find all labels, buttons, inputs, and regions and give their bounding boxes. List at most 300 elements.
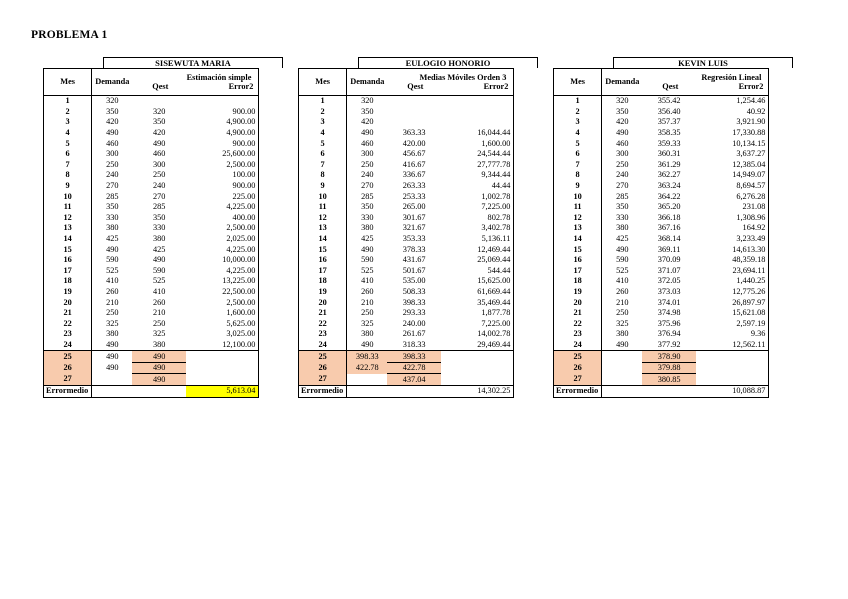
method-name: Estimación simple [186,72,252,82]
qest-error2-labels [645,82,765,92]
mes-cell: 15 [299,244,347,255]
header-row [554,69,769,96]
demanda-cell [602,351,643,363]
qest-cell: 456.67 [402,149,426,159]
qest-cell: 525 [152,276,166,286]
forecast-table [43,68,259,398]
qest-cell: 359.33 [657,138,681,148]
mes-cell: 6 [554,149,602,160]
error2-cell: 1,600.00 [186,308,259,319]
error2-cell: 61,669.44 [441,287,514,298]
table-row [554,117,769,128]
demanda-cell: 590 [361,255,374,265]
qest-cell: 490 [152,138,166,148]
table-row [44,244,259,255]
error2-cell: 14,002.78 [441,329,514,340]
table-row [554,297,769,308]
header-qest: Qest [662,82,679,91]
error-medio-row [554,386,769,398]
method-name: Medias Móviles Orden 3 [419,72,507,82]
qest-cell: 460 [152,149,166,159]
mes-cell: 7 [299,160,347,171]
error2-cell [441,351,514,363]
qest-cell: 285 [152,202,166,212]
demanda-cell: 590 [106,255,119,265]
forecast-row [554,351,769,363]
mes-cell: 8 [44,170,92,181]
error2-cell: 1,308.96 [696,213,769,224]
mes-cell: 4 [44,128,92,139]
error2-cell: 1,877.78 [441,308,514,319]
table-row [44,234,259,245]
table-row [554,128,769,139]
table-row [44,96,259,107]
header-error2: Error2 [483,82,509,91]
demanda-cell: 270 [361,181,374,191]
demanda-cell: 490 [106,363,119,373]
table-row [299,149,514,160]
table-row [299,329,514,340]
demanda-cell: 325 [106,318,119,328]
qest-cell: 380 [152,234,166,244]
mes-cell: 12 [299,213,347,224]
qest-cell: 364.22 [657,191,681,201]
table-row [299,297,514,308]
table-row [554,266,769,277]
demanda-cell: 490 [106,244,119,254]
demanda-cell: 300 [361,149,374,159]
demanda-cell: 425 [361,234,374,244]
error2-cell: 35,469.44 [441,297,514,308]
error2-cell: 4,225.00 [186,266,259,277]
error2-cell: 225.00 [186,191,259,202]
error2-cell: 7,225.00 [441,318,514,329]
demanda-cell: 490 [616,339,629,349]
qest-cell: 265.00 [402,202,426,212]
qest-cell: 369.11 [657,244,681,254]
demanda-cell: 350 [361,202,374,212]
table-row [299,340,514,351]
error2-cell: 15,621.08 [696,308,769,319]
qest-cell [387,96,441,107]
demanda-cell: 350 [106,106,119,116]
demanda-cell: 490 [361,128,374,138]
mes-cell: 20 [44,297,92,308]
qest-cell: 378.90 [642,351,696,363]
demanda-cell: 330 [106,212,119,222]
forecast-table [553,68,769,398]
table-row [299,96,514,107]
error2-cell [441,96,514,107]
mes-cell: 26 [554,362,602,374]
qest-cell: 501.67 [402,265,426,275]
table-row [554,170,769,181]
table-row [299,107,514,118]
block-name: EULOGIO HONORIO [358,57,538,68]
error2-cell: 12,385.04 [696,160,769,171]
mes-cell: 27 [554,374,602,386]
error2-cell: 5,136.11 [441,234,514,245]
mes-cell: 10 [44,191,92,202]
error2-cell: 17,330.88 [696,128,769,139]
method-name: Regresión Lineal [701,72,762,82]
table-row [299,213,514,224]
demanda-cell: 210 [106,297,119,307]
table-row [44,128,259,139]
demanda-cell: 260 [106,286,119,296]
mes-cell: 12 [44,213,92,224]
empty-cell [132,386,186,398]
mes-cell: 2 [554,107,602,118]
demanda-cell: 410 [616,276,629,286]
table-row [44,149,259,160]
table-row [554,181,769,192]
error2-cell: 27,777.78 [441,160,514,171]
error2-cell: 12,469.44 [441,244,514,255]
table-row [299,255,514,266]
error2-cell: 2,500.00 [186,160,259,171]
table-row [554,318,769,329]
qest-cell: 363.24 [657,181,681,191]
table-row [554,149,769,160]
demanda-cell: 380 [616,223,629,233]
forecast-row [299,374,514,386]
mes-cell: 11 [44,202,92,213]
mes-cell: 24 [44,340,92,351]
header-method [387,69,514,96]
demanda-cell: 420 [106,117,119,127]
error2-cell: 2,500.00 [186,297,259,308]
mes-cell: 3 [299,117,347,128]
demanda-cell [602,374,643,386]
qest-cell: 370.09 [657,255,681,265]
header-mes: Mes [554,69,602,96]
header-error2: Error2 [228,82,254,91]
block-name: SISEWUTA MARIA [103,57,283,68]
error2-cell: 14,949.07 [696,170,769,181]
error2-cell: 4,225.00 [186,244,259,255]
qest-cell: 437.04 [387,374,441,386]
demanda-cell: 320 [106,96,119,106]
table-row [554,276,769,287]
error2-cell: 13,225.00 [186,276,259,287]
qest-cell: 240 [152,181,166,191]
demanda-cell: 325 [616,318,629,328]
table-row [299,202,514,213]
qest-cell: 360.31 [657,149,681,159]
error2-cell: 26,897.97 [696,297,769,308]
demanda-cell: 525 [106,265,119,275]
mes-cell: 27 [299,374,347,386]
table-row [44,266,259,277]
demanda-cell: 410 [361,276,374,286]
demanda-cell: 525 [616,265,629,275]
qest-cell: 490 [132,351,186,363]
mes-cell: 1 [44,96,92,107]
table-row [299,318,514,329]
demanda-cell: 590 [616,255,629,265]
empty-cell [602,386,643,398]
qest-cell: 250 [152,318,166,328]
table-row [554,96,769,107]
mes-cell: 13 [554,223,602,234]
mes-cell: 16 [299,255,347,266]
mes-cell: 13 [299,223,347,234]
error2-cell: 544.44 [441,266,514,277]
mes-cell: 14 [554,234,602,245]
header-mes: Mes [299,69,347,96]
mes-cell: 7 [44,160,92,171]
demanda-cell: 320 [361,96,374,106]
mes-cell: 22 [299,318,347,329]
table-row [44,276,259,287]
error2-cell: 12,775.26 [696,287,769,298]
mes-cell: 11 [554,202,602,213]
empty-cell [642,386,696,398]
demanda-cell: 525 [361,265,374,275]
qest-cell: 350 [152,117,166,127]
mes-cell: 17 [554,266,602,277]
mes-cell: 21 [44,308,92,319]
error2-cell: 12,562.11 [696,340,769,351]
mes-cell: 16 [554,255,602,266]
qest-cell: 490 [152,255,166,265]
forecast-row [44,374,259,386]
table-row [44,202,259,213]
mes-cell: 22 [44,318,92,329]
demanda-cell: 285 [616,191,629,201]
forecast-row [299,351,514,363]
error2-cell: 24,544.44 [441,149,514,160]
error2-cell: 25,600.00 [186,149,259,160]
demanda-cell: 490 [616,128,629,138]
mes-cell: 1 [299,96,347,107]
demanda-cell: 300 [106,149,119,159]
error2-cell: 3,025.00 [186,329,259,340]
qest-cell: 330 [152,223,166,233]
demanda-cell: 285 [361,191,374,201]
table-row [554,107,769,118]
qest-cell: 363.33 [402,128,426,138]
mes-cell: 9 [299,181,347,192]
error2-cell: 1,254.46 [696,96,769,107]
error-medio-label: Errormedio [299,386,347,398]
table-row [554,138,769,149]
qest-cell: 410 [152,286,166,296]
demanda-cell: 380 [361,329,374,339]
qest-cell: 375.96 [657,318,681,328]
mes-cell: 3 [44,117,92,128]
mes-cell: 23 [44,329,92,340]
error2-cell: 44.44 [441,181,514,192]
qest-cell: 431.67 [402,255,426,265]
error2-cell: 3,233.49 [696,234,769,245]
forecast-row [44,362,259,374]
error2-cell [441,107,514,118]
error2-cell: 4,225.00 [186,202,259,213]
qest-cell: 250 [152,170,166,180]
demanda-cell: 350 [616,106,629,116]
mes-cell: 3 [554,117,602,128]
demanda-cell: 350 [106,202,119,212]
demanda-cell: 250 [361,159,374,169]
mes-cell: 7 [554,160,602,171]
error2-cell: 40.92 [696,107,769,118]
qest-error2-labels [135,82,255,92]
mes-cell: 16 [44,255,92,266]
table-row [554,308,769,319]
table-row [554,255,769,266]
qest-cell: 420.00 [402,138,426,148]
header-method [642,69,769,96]
table-row [299,138,514,149]
qest-cell: 321.67 [402,223,426,233]
error2-cell: 802.78 [441,213,514,224]
demanda-cell: 210 [361,297,374,307]
error2-cell [696,351,769,363]
header-row [44,69,259,96]
forecast-table [298,68,514,398]
demanda-cell: 490 [361,339,374,349]
demanda-cell: 250 [616,159,629,169]
demanda-cell: 460 [361,138,374,148]
table-row [44,223,259,234]
mes-cell: 19 [299,287,347,298]
demanda-cell: 350 [616,202,629,212]
mes-cell: 6 [44,149,92,160]
mes-cell: 5 [299,138,347,149]
error2-cell: 900.00 [186,107,259,118]
error2-cell [696,362,769,374]
mes-cell: 23 [554,329,602,340]
table-row [44,181,259,192]
table-row [44,213,259,224]
mes-cell: 5 [44,138,92,149]
mes-cell: 2 [299,107,347,118]
qest-cell: 358.35 [657,128,681,138]
demanda-cell: 285 [106,191,119,201]
qest-cell: 293.33 [402,308,426,318]
block-name: KEVIN LUIS [613,57,793,68]
error2-cell [186,362,259,374]
table-row [44,318,259,329]
table-row [299,117,514,128]
error2-cell: 1,002.78 [441,191,514,202]
error2-cell: 231.08 [696,202,769,213]
mes-cell: 21 [299,308,347,319]
mes-cell: 9 [554,181,602,192]
demanda-cell: 210 [616,297,629,307]
forecast-row [554,362,769,374]
mes-cell: 25 [299,351,347,363]
table-row [299,181,514,192]
table-row [299,191,514,202]
qest-cell: 373.03 [657,286,681,296]
qest-cell: 356.40 [657,106,681,116]
demanda-cell: 380 [616,329,629,339]
qest-cell [387,117,441,128]
qest-cell: 365.20 [657,202,681,212]
qest-cell: 366.18 [657,212,681,222]
error2-cell: 164.92 [696,223,769,234]
error2-cell: 5,625.00 [186,318,259,329]
demanda-cell: 240 [106,170,119,180]
qest-cell: 422.78 [387,362,441,374]
qest-cell: 380 [152,339,166,349]
forecast-row [554,374,769,386]
error2-cell: 48,359.18 [696,255,769,266]
mes-cell: 18 [44,276,92,287]
header-row [299,69,514,96]
qest-cell: 361.29 [657,159,681,169]
table-row [44,138,259,149]
error2-cell: 10,000.00 [186,255,259,266]
mes-cell: 20 [299,297,347,308]
qest-cell: 508.33 [402,286,426,296]
mes-cell: 24 [299,340,347,351]
demanda-cell: 425 [106,234,119,244]
demanda-cell: 490 [616,244,629,254]
table-row [299,128,514,139]
qest-cell: 260 [152,297,166,307]
table-row [299,244,514,255]
demanda-cell: 380 [106,223,119,233]
table-row [299,160,514,171]
qest-cell: 371.07 [657,265,681,275]
forecast-row [44,351,259,363]
mes-cell: 14 [299,234,347,245]
mes-cell: 19 [44,287,92,298]
error2-cell: 29,469.44 [441,340,514,351]
qest-cell: 374.01 [657,297,681,307]
header-demanda: Demanda [602,69,643,96]
mes-cell: 12 [554,213,602,224]
demanda-cell: 260 [361,286,374,296]
table-row [554,329,769,340]
qest-cell: 377.92 [657,339,681,349]
mes-cell: 25 [554,351,602,363]
table-row [299,223,514,234]
demanda-cell [602,362,643,374]
table-row [554,160,769,171]
error2-cell: 10,134.15 [696,138,769,149]
demanda-cell: 330 [361,212,374,222]
qest-cell: 374.98 [657,308,681,318]
mes-cell: 19 [554,287,602,298]
header-mes: Mes [44,69,92,96]
demanda-cell [92,374,133,386]
table-row [299,266,514,277]
mes-cell: 13 [44,223,92,234]
error2-cell: 22,500.00 [186,287,259,298]
table-row [44,117,259,128]
error2-cell: 2,500.00 [186,223,259,234]
error2-cell: 3,921.90 [696,117,769,128]
qest-cell: 353.33 [402,234,426,244]
demanda-cell: 300 [616,149,629,159]
mes-cell: 4 [299,128,347,139]
qest-cell: 535.00 [402,276,426,286]
error-medio-label: Errormedio [554,386,602,398]
error2-cell [441,374,514,386]
error2-cell: 900.00 [186,181,259,192]
qest-cell [132,96,186,107]
table-row [44,287,259,298]
mes-cell: 17 [299,266,347,277]
qest-cell: 270 [152,191,166,201]
mes-cell: 10 [554,191,602,202]
mes-cell: 24 [554,340,602,351]
